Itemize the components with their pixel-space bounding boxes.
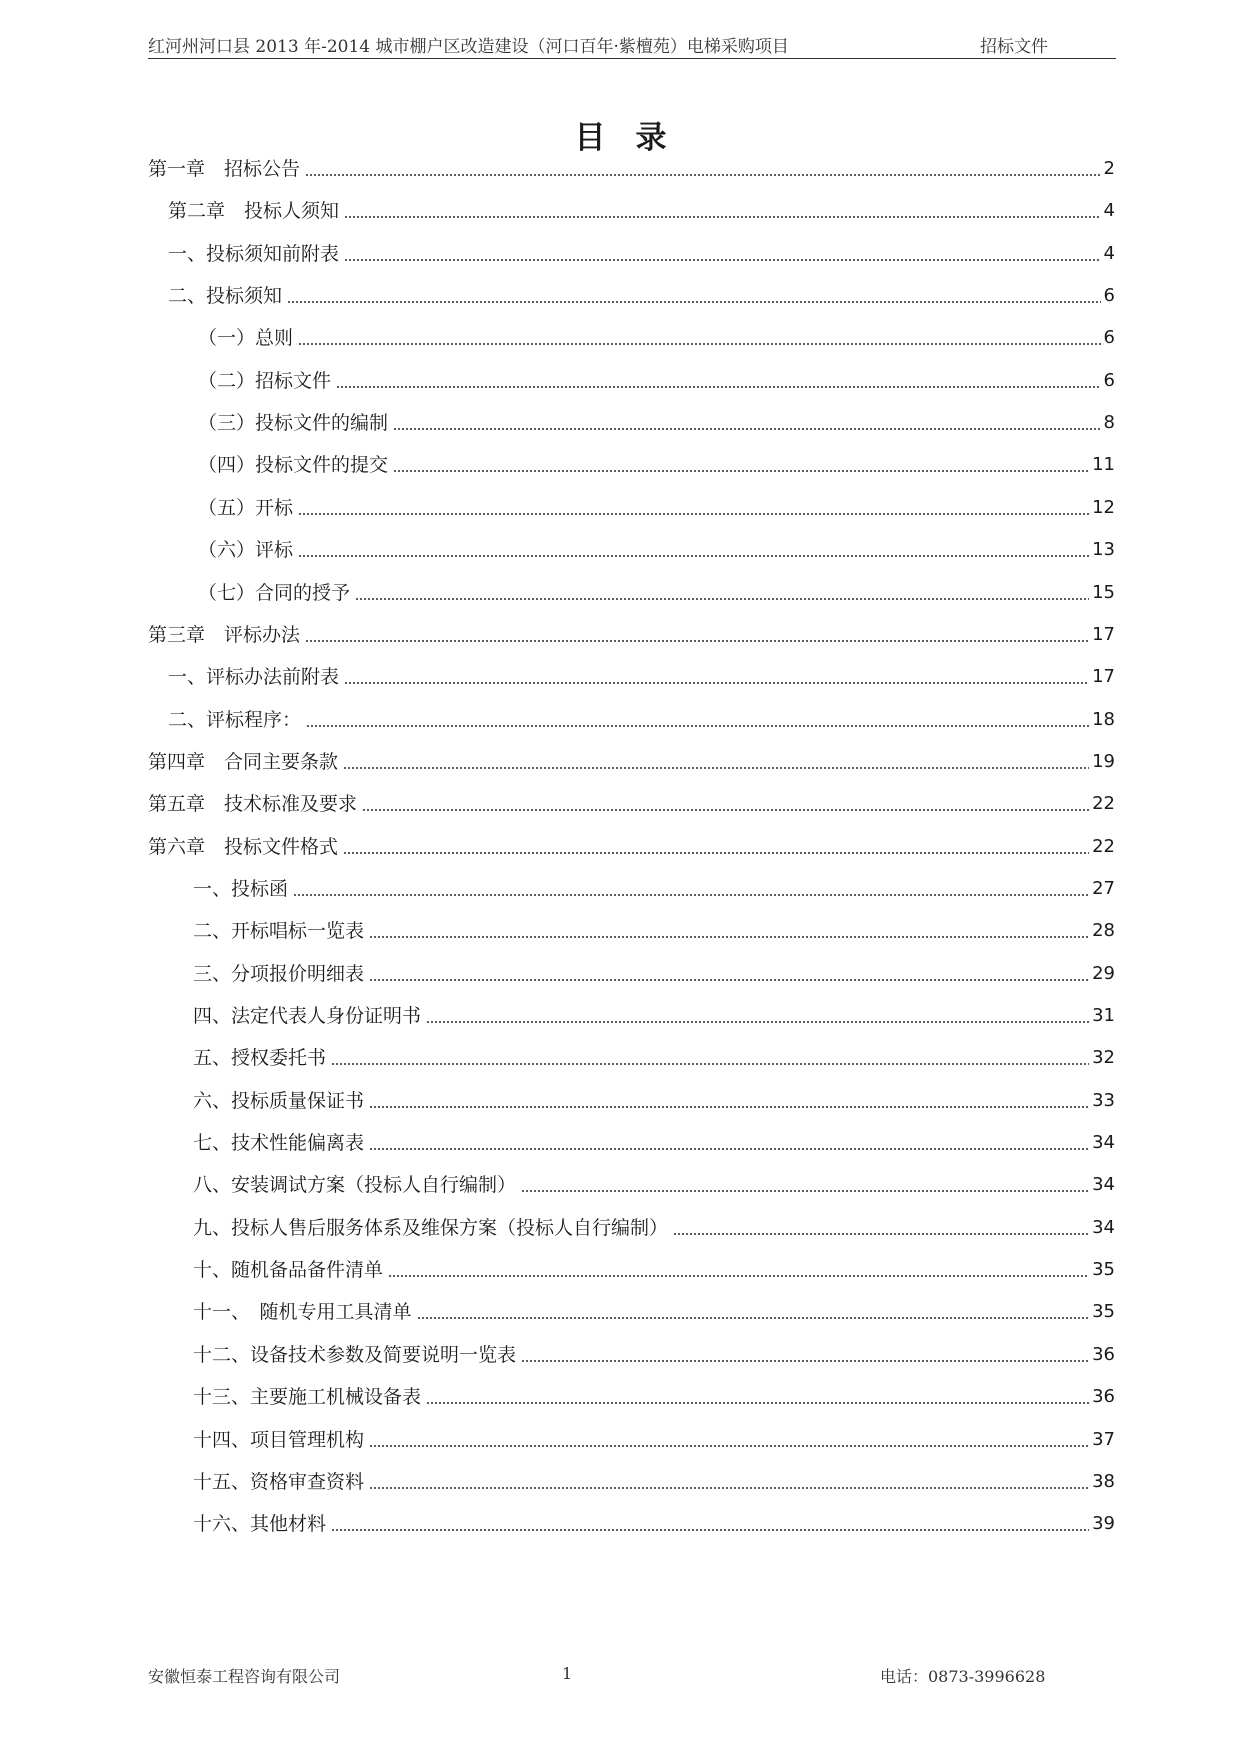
toc-entry-label: 第四章 合同主要条款 [148, 751, 339, 773]
toc-dot-leader [369, 1106, 1089, 1108]
toc-entry-page: 39 [1092, 1513, 1115, 1534]
toc-entry[interactable] [148, 618, 1115, 648]
toc-entry-page: 36 [1092, 1386, 1115, 1407]
toc-dot-leader [343, 767, 1089, 769]
toc-entry-page: 34 [1092, 1174, 1115, 1195]
toc-entry-label: 十、随机备品备件清单 [193, 1259, 384, 1281]
toc-entry-label: 九、投标人售后服务体系及维保方案（投标人自行编制） [193, 1217, 669, 1239]
toc-entry[interactable] [198, 533, 1115, 563]
toc-entry[interactable] [193, 1423, 1115, 1453]
toc-entry-page: 35 [1092, 1301, 1115, 1322]
toc-dot-leader [343, 852, 1089, 854]
toc-dot-leader [673, 1233, 1089, 1235]
toc-entry-page: 27 [1092, 878, 1115, 899]
toc-entry[interactable] [193, 1168, 1115, 1198]
toc-title [0, 112, 1241, 157]
toc-entry-label: 十四、项目管理机构 [193, 1429, 365, 1451]
toc-entry-label: （四）投标文件的提交 [198, 454, 389, 476]
toc-entry-label: （五）开标 [198, 497, 294, 519]
toc-dot-leader [369, 1445, 1089, 1447]
toc-entry[interactable] [193, 1211, 1115, 1241]
toc-entry-page: 13 [1092, 539, 1115, 560]
toc-entry[interactable] [168, 237, 1115, 267]
toc-entry-page: 38 [1092, 1471, 1115, 1492]
toc-entry-label: （一）总则 [198, 327, 294, 349]
toc-entry-label: 十六、其他材料 [193, 1513, 327, 1535]
toc-entry-label: 七、技术性能偏离表 [193, 1132, 365, 1154]
page-header [148, 28, 1116, 59]
toc-entry[interactable] [193, 1295, 1115, 1325]
toc-dot-leader [388, 1275, 1089, 1277]
toc-dot-leader [393, 428, 1101, 430]
toc-entry-page: 11 [1092, 454, 1115, 475]
toc-entry-label: 十三、主要施工机械设备表 [193, 1386, 422, 1408]
toc-entry-page: 8 [1103, 412, 1115, 433]
toc-entry[interactable] [148, 152, 1115, 182]
header-doc-type: 招标文件 [980, 37, 1048, 57]
toc-entry-label: 一、投标函 [193, 878, 289, 900]
toc-entry[interactable] [148, 830, 1115, 860]
toc-title-char-2: 录 [635, 120, 667, 156]
toc-dot-leader [426, 1402, 1089, 1404]
toc-entry-page: 33 [1092, 1090, 1115, 1111]
toc-entry[interactable] [168, 279, 1115, 309]
toc-entry[interactable] [198, 448, 1115, 478]
toc-entry-label: （七）合同的授予 [198, 582, 351, 604]
toc-title-char-1: 目 [574, 120, 606, 156]
toc-dot-leader [355, 598, 1089, 600]
toc-entry[interactable] [198, 491, 1115, 521]
toc-entry[interactable] [193, 957, 1115, 987]
toc-entry-label: 第一章 招标公告 [148, 158, 301, 180]
toc-entry-label: （二）招标文件 [198, 370, 332, 392]
toc-entry-label: 八、安装调试方案（投标人自行编制） [193, 1174, 517, 1196]
toc-entry[interactable] [193, 1338, 1115, 1368]
toc-entry-label: 二、评标程序： [168, 709, 302, 731]
toc-entry[interactable] [193, 1084, 1115, 1114]
toc-entry[interactable] [193, 1507, 1115, 1537]
toc-entry-page: 34 [1092, 1132, 1115, 1153]
toc-dot-leader [298, 513, 1089, 515]
toc-dot-leader [344, 216, 1101, 218]
toc-entry[interactable] [193, 914, 1115, 944]
toc-dot-leader [369, 1487, 1089, 1489]
toc-dot-leader [417, 1317, 1090, 1319]
toc-dot-leader [369, 936, 1089, 938]
toc-entry[interactable] [168, 660, 1115, 690]
toc-entry-page: 17 [1092, 624, 1115, 645]
toc-entry-page: 6 [1103, 327, 1115, 348]
toc-entry-page: 12 [1092, 497, 1115, 518]
toc-entry-page: 22 [1092, 836, 1115, 857]
toc-entry[interactable] [198, 364, 1115, 394]
toc-entry[interactable] [148, 787, 1115, 817]
toc-entry[interactable] [193, 1380, 1115, 1410]
header-title: 红河州河口县 2013 年-2014 城市棚户区改造建设（河口百年·紫檀苑）电梯采购项目 [148, 37, 789, 57]
toc-entry-label: 五、授权委托书 [193, 1047, 327, 1069]
toc-entry-label: 第二章 投标人须知 [168, 200, 340, 222]
toc-entry-page: 32 [1092, 1047, 1115, 1068]
toc-dot-leader [287, 301, 1101, 303]
toc-dot-leader [305, 640, 1089, 642]
toc-entry-label: 十二、设备技术参数及简要说明一览表 [193, 1344, 517, 1366]
toc-dot-leader [298, 555, 1089, 557]
toc-entry[interactable] [198, 406, 1115, 436]
toc-entry-label: 第三章 评标办法 [148, 624, 301, 646]
toc-entry-label: 三、分项报价明细表 [193, 963, 365, 985]
toc-dot-leader [344, 259, 1101, 261]
toc-entry-page: 31 [1092, 1005, 1115, 1026]
toc-entry-label: 十五、资格审查资料 [193, 1471, 365, 1493]
toc-entry-page: 6 [1103, 370, 1115, 391]
toc-entry-page: 35 [1092, 1259, 1115, 1280]
toc-entry-page: 36 [1092, 1344, 1115, 1365]
toc-entry-label: 六、投标质量保证书 [193, 1090, 365, 1112]
toc-entry-label: 第六章 投标文件格式 [148, 836, 339, 858]
toc-entry[interactable] [168, 703, 1115, 733]
toc-dot-leader [369, 979, 1089, 981]
toc-entry-page: 34 [1092, 1217, 1115, 1238]
toc-dot-leader [298, 343, 1101, 345]
toc-dot-leader [344, 682, 1089, 684]
toc-dot-leader [521, 1360, 1089, 1362]
toc-entry-page: 4 [1103, 243, 1115, 264]
toc-entry[interactable] [198, 576, 1115, 606]
toc-dot-leader [393, 470, 1089, 472]
toc-entry-label: （六）评标 [198, 539, 294, 561]
toc-entry[interactable] [168, 194, 1115, 224]
toc-entry[interactable] [193, 999, 1115, 1029]
toc-dot-leader [362, 809, 1089, 811]
toc-entry-label: 一、投标须知前附表 [168, 243, 340, 265]
toc-dot-leader [305, 174, 1101, 176]
footer-page-number: 1 [562, 1664, 573, 1683]
toc-entry-page: 6 [1103, 285, 1115, 306]
toc-entry-page: 15 [1092, 582, 1115, 603]
toc-dot-leader [369, 1148, 1089, 1150]
toc-entry-page: 2 [1103, 158, 1115, 179]
toc-entry[interactable] [198, 321, 1115, 351]
toc-entry-page: 37 [1092, 1429, 1115, 1450]
toc-entry-label: 一、评标办法前附表 [168, 666, 340, 688]
toc-entry[interactable] [193, 872, 1115, 902]
toc-dot-leader [306, 725, 1089, 727]
toc-entry-page: 29 [1092, 963, 1115, 984]
toc-entry-label: 十一、 随机专用工具清单 [193, 1301, 412, 1323]
toc-dot-leader [293, 894, 1089, 896]
toc-entry[interactable] [148, 745, 1115, 775]
footer-company: 安徽恒泰工程咨询有限公司 [148, 1667, 341, 1686]
toc-dot-leader [426, 1021, 1089, 1023]
toc-entry-page: 22 [1092, 793, 1115, 814]
toc-entry-label: 四、法定代表人身份证明书 [193, 1005, 422, 1027]
toc-entry[interactable] [193, 1041, 1115, 1071]
toc-entry-page: 28 [1092, 920, 1115, 941]
toc-entry-page: 19 [1092, 751, 1115, 772]
toc-entry[interactable] [193, 1253, 1115, 1283]
toc-entry[interactable] [193, 1126, 1115, 1156]
footer-phone: 电话：0873-3996628 [880, 1667, 1046, 1686]
toc-entry-page: 17 [1092, 666, 1115, 687]
toc-entry-page: 4 [1103, 200, 1115, 221]
toc-dot-leader [521, 1190, 1089, 1192]
toc-dot-leader [336, 386, 1101, 388]
toc-entry-label: 二、投标须知 [168, 285, 283, 307]
toc-entry-label: 第五章 技术标准及要求 [148, 793, 358, 815]
toc-entry[interactable] [193, 1465, 1115, 1495]
toc-dot-leader [331, 1063, 1089, 1065]
toc-entry-label: 二、开标唱标一览表 [193, 920, 365, 942]
toc-entry-label: （三）投标文件的编制 [198, 412, 389, 434]
toc-dot-leader [331, 1529, 1089, 1531]
toc-entry-page: 18 [1092, 709, 1115, 730]
